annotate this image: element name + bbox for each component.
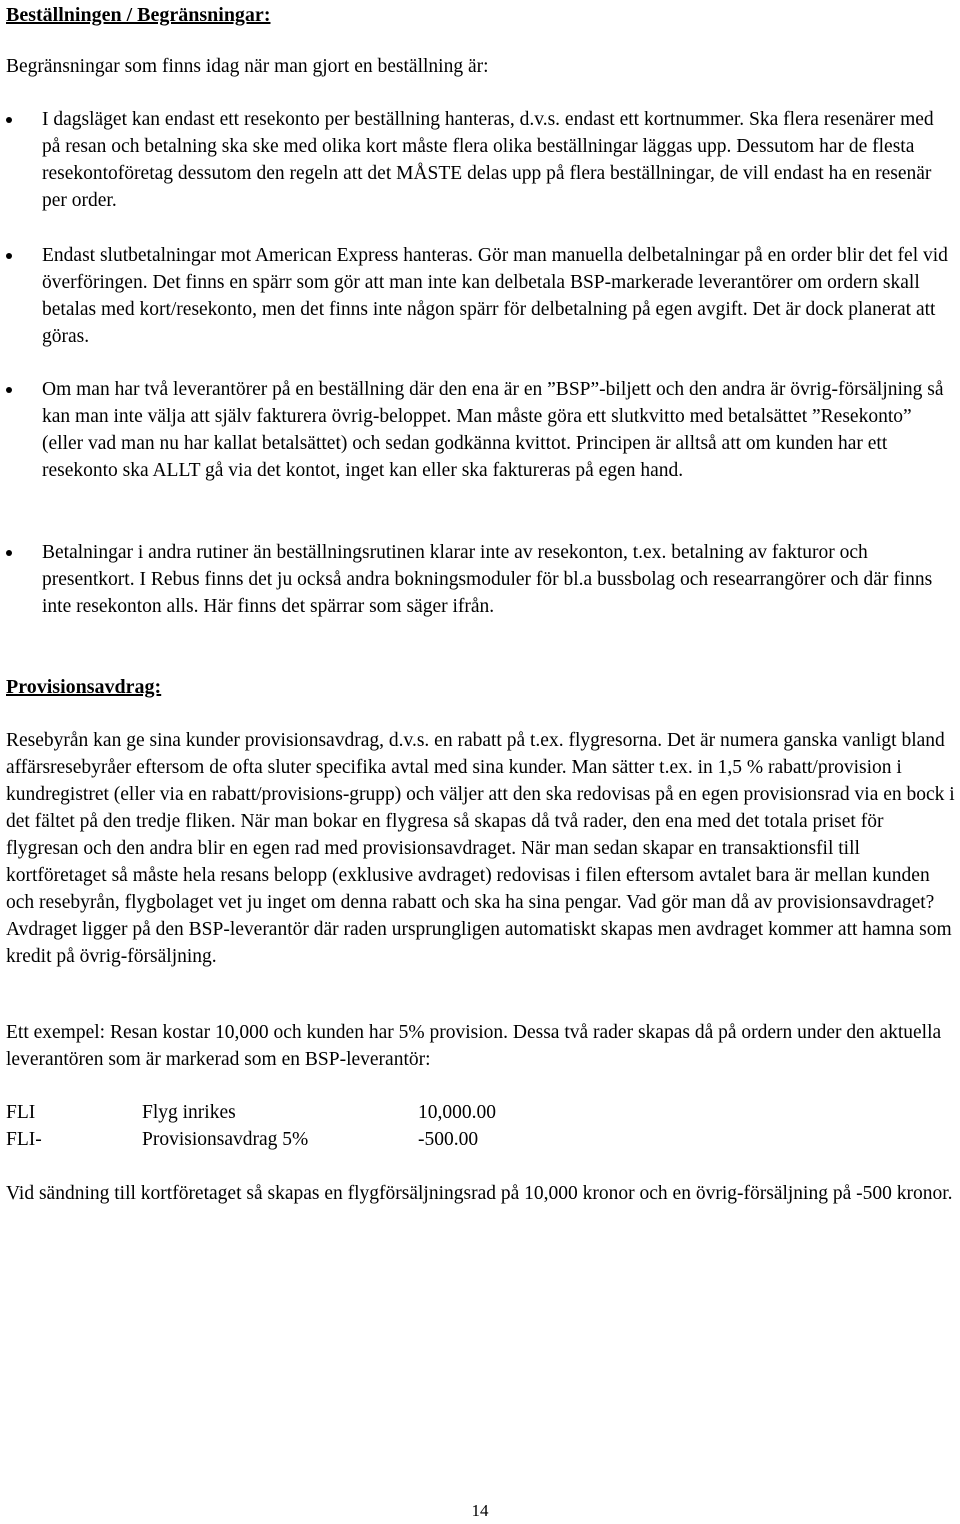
table-row	[6, 1126, 538, 1153]
row-code: FLI-	[6, 1129, 42, 1150]
section-heading-provisionsavdrag: Provisionsavdrag:	[6, 676, 162, 698]
table-row	[6, 1099, 538, 1126]
bullet-icon	[6, 387, 12, 393]
example-rows-table	[6, 1099, 538, 1153]
bullet-list	[6, 106, 956, 214]
bullet-icon	[6, 117, 12, 123]
page-number: 14	[471, 1501, 489, 1520]
paragraph-provision-explanation: Resebyrån kan ge sina kunder provisionsavdrag, d.v.s. en rabatt på t.ex. flygresorna. Det är numera ganska vanligt bland affärsresebyråer eftersom de ofta sluter specifika avtal med sina kunder. Man sätter t.ex. in 1,5 % rabatt/provision i kundregistret (eller via en rabatt/provisions-grupp) och väljer att den ska redovisas på en egen provisionsrad via en bock i det fältet på den tredje fliken. När man bokar en flygresa så skapas då två rader, den ena med det totala priset för flygresan och den andra blir en egen rad med provisionsavdraget. När man sedan skapar en transaktionsfil till kortföretaget så måste hela resans belopp (exklusive avdraget) redovisas i filen eftersom avtalet bara är mellan kunden och resebyrån, flygbolaget vet ju inget om denna rabatt och ska ha sina pengar. Vad gör man då av provisionsavdraget? Avdraget ligger på den BSP-leverantör där raden ursprungligen automatiskt skapas men avdraget kommer att hamna som kredit på övrig-försäljning.	[6, 730, 955, 967]
paragraph-example: Ett exempel: Resan kostar 10,000 och kunden har 5% provision. Dessa två rader skapas då på ordern under den aktuella leverantören som är markerad som en BSP-leverantör:	[6, 1022, 942, 1070]
list-item: Betalningar i andra rutiner än beställningsrutinen klarar inte av resekonton, t.ex. betalning av fakturor och presentkort. I Rebus finns det ju också andra bokningsmoduler för bl.a bussbolag och researrangörer och där finns inte resekonton alls. Här finns det spärrar som säger ifrån.	[6, 539, 956, 620]
bullet-icon	[6, 550, 12, 556]
list-item: Endast slutbetalningar mot American Express hanteras. Gör man manuella delbetalningar på en order blir det fel vid överföringen. Det finns en spärr som gör att man inte kan delbetala BSP-markerade leverantörer om ordern skall betalas med kort/resekonto, men det finns inte någon spärr för delbetalning på egen avgift. Det är dock planerat att göras.	[6, 242, 956, 350]
row-amount: 10,000.00	[418, 1102, 496, 1123]
row-description: Provisionsavdrag 5%	[142, 1129, 309, 1150]
list-item: Om man har två leverantörer på en beställning där den ena är en ”BSP”-biljett och den andra är övrig-försäljning så kan man inte välja att själv fakturera övrig-beloppet. Man måste göra ett slutkvitto med betalsättet ”Resekonto” (eller vad man nu har kallat betalsättet) och sedan godkänna kvittot. Principen är alltså att om kunden har ett resekonto ska ALLT gå via det kontot, inget kan eller ska faktureras på egen hand.	[6, 376, 956, 484]
bullet-list	[6, 242, 956, 350]
list-item: I dagsläget kan endast ett resekonto per beställning hanteras, d.v.s. endast ett kortnummer. Ska flera resenärer med på resan och betalning ska ske med olika kort måste flera olika beställningar läggas upp. Dessutom har de flesta resekontoföretag dessutom den regeln att det MÅSTE delas upp på flera beställningar, de vill endast ha en resenär per order.	[6, 106, 956, 214]
intro-paragraph: Begränsningar som finns idag när man gjort en beställning är:	[6, 56, 489, 77]
section-heading-bestallningen: Beställningen / Begränsningar:	[6, 4, 271, 26]
bullet-list	[6, 539, 956, 620]
paragraph-conclusion: Vid sändning till kortföretaget så skapas en flygförsäljningsrad på 10,000 kronor och en övrig-försäljning på -500 kronor.	[6, 1183, 953, 1204]
bullet-list	[6, 376, 956, 484]
bullet-icon	[6, 253, 12, 259]
row-amount: -500.00	[418, 1129, 479, 1150]
row-code: FLI	[6, 1102, 36, 1123]
row-description: Flyg inrikes	[142, 1102, 236, 1123]
